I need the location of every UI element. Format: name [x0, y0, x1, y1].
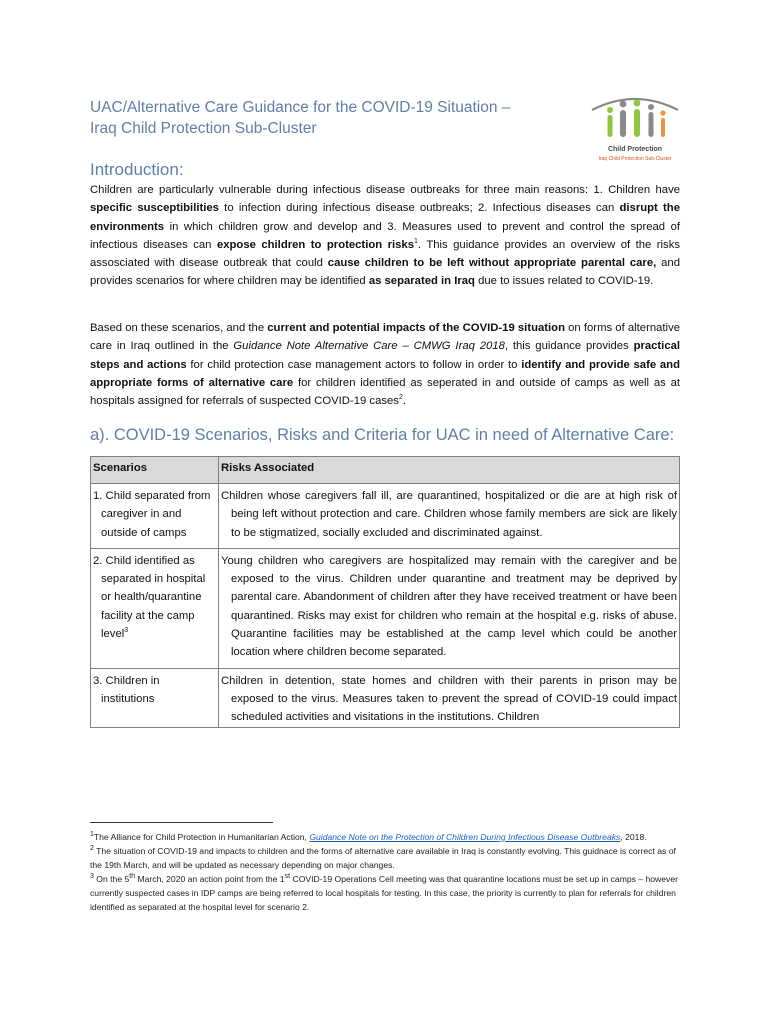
footnote-1: $^1$The Alliance for Child Protection in Humanitarian Action, Guidance Note on the Protection of Children During Infectious Disease Outbreaks, 2018. — [90, 831, 647, 842]
bold-run: as separated in Iraq — [368, 275, 475, 288]
logo-text-secondary: Iraq Child Protection Sub-Cluster — [598, 156, 672, 162]
text-run: due to issues related to COVID-19. — [474, 275, 654, 288]
document-title-line2: Iraq Child Protection Sub-Cluster — [90, 120, 317, 137]
text-run: Based on these scenarios, and the — [90, 322, 268, 334]
table-row — [91, 548, 680, 668]
introduction-heading: Introduction: — [90, 160, 184, 179]
italic-run: Guidance Note Alternative Care – CMWG Iraq 2018 — [233, 340, 505, 353]
text-run: . — [402, 395, 406, 408]
bold-run: disrupt the environments — [90, 202, 680, 233]
text-run: for child protection case management actors to follow in order to — [186, 358, 522, 371]
section-a-heading: a). COVID-19 Scenarios, Risks and Criteria for UAC in need of Alternative Care: — [90, 426, 675, 444]
text-run: in which children grow and develop and 3. Measures used to prevent and control the spread of infectious diseases can — [90, 220, 680, 251]
text-run: to infection during infectious disease outbreaks; 2. Infectious diseases can — [218, 202, 620, 215]
text-run: Children are particularly vulnerable during infectious disease outbreaks for three main reasons: 1. Children have — [90, 184, 680, 196]
bold-run: cause children to be left without appropriate parental care, — [327, 257, 657, 270]
text-run: , this guidance provides — [504, 340, 634, 353]
logo-text-primary: Child Protection — [607, 146, 663, 153]
risk-cell: Young children who caregivers are hospitalized may remain with the caregiver and be exposed to the virus. Children under quarantine and treatment may be deprived by parental care. Abandonment of children after they have received treatment or have been quarantined. Risks may exist for children who remain at the hospital e.g. risks of abuse. Quarantine facilities may be established at the camp level which could be another location where children become separated. — [219, 548, 680, 668]
scenario-cell: 1. Child separated from caregiver in and outside of camps — [91, 484, 219, 549]
table-row — [91, 484, 680, 549]
risk-cell: Children whose caregivers fall ill, are quarantined, hospitalized or die are at high risk of being left without protection and care. Children whose family members are sick are likely to be stigmatized, socially excluded and discriminated against. — [219, 484, 680, 549]
text-run: . This guidance provides an overview of the risks assosciated with disease outbreak that could — [90, 238, 680, 270]
child-protection-logo — [580, 90, 690, 170]
risk-cell: Children in detention, state homes and children with their parents in prison may be exposed to the virus. Measures taken to prevent the spread of COVID-19 could impact scheduled activities and visitations in the institutions. Children — [219, 668, 680, 727]
bold-run: current and potential impacts of the COVID-19 situation — [267, 322, 565, 334]
scenario-cell: 2. Child identified as separated in hospital or health/quarantine facility at the camp level$^3$ — [91, 548, 219, 668]
footnote-ref-2[interactable]: 2 — [398, 394, 403, 402]
bold-run: identify and provide safe and appropriate forms of alternative care — [90, 358, 680, 389]
document-title — [90, 97, 560, 139]
child-protection-logo-icon — [580, 90, 690, 146]
scenario-cell: 3. Children in institutions — [91, 668, 219, 727]
table-header-row — [91, 457, 680, 484]
column-header-scenarios: Scenarios — [91, 457, 219, 484]
scenarios-table — [90, 456, 680, 728]
guidance-note-link[interactable]: Guidance Note on the Protection of Children During Infectious Disease Outbreaks — [309, 832, 621, 842]
footnote-2: $^2$ The situation of COVID-19 and impacts to children and the forms of alternative care available in Iraq is constantly evolving. This guidnace is correct as of the 19th March, and will be updated as necessary depending on major changes. — [90, 845, 676, 870]
footnote-separator — [90, 822, 273, 823]
footnotes — [90, 830, 690, 914]
text-run: and provides scenarios for where children may be identified — [90, 257, 680, 288]
bold-run: expose children to protection risks — [216, 238, 414, 251]
table-row — [91, 668, 680, 727]
bold-run: practical steps and actions — [90, 340, 681, 371]
text-run: on forms of alternative care in Iraq outlined in the — [90, 322, 680, 353]
footnote-ref-1[interactable]: 1 — [414, 238, 418, 246]
introduction-paragraph-2 — [90, 319, 680, 410]
bold-run: specific susceptibilities — [90, 202, 219, 215]
column-header-risks: Risks Associated — [219, 457, 680, 484]
footnote-3: $^3$ On the 5th March, 2020 an action point from the 1st COVID-19 Operations Cell meeting was that quarantine locations must be set up in camps – however currently suspected cases in IDP camps are being referred to local hospitals for testing. In this case, the priority is currently to plan for referrals for children identified as separated at the hospital level for scenario 2. — [90, 873, 678, 912]
footnote-ref-3[interactable]: 3 — [124, 627, 129, 635]
text-run: for children identified as seperated in and outside of camps as well as at hospitals assigned for referrals of suspected COVID-19 cases — [90, 376, 680, 408]
document-title-line1: UAC/Alternative Care Guidance for the COVID-19 Situation – — [90, 99, 511, 116]
introduction-paragraph-1 — [90, 181, 680, 291]
